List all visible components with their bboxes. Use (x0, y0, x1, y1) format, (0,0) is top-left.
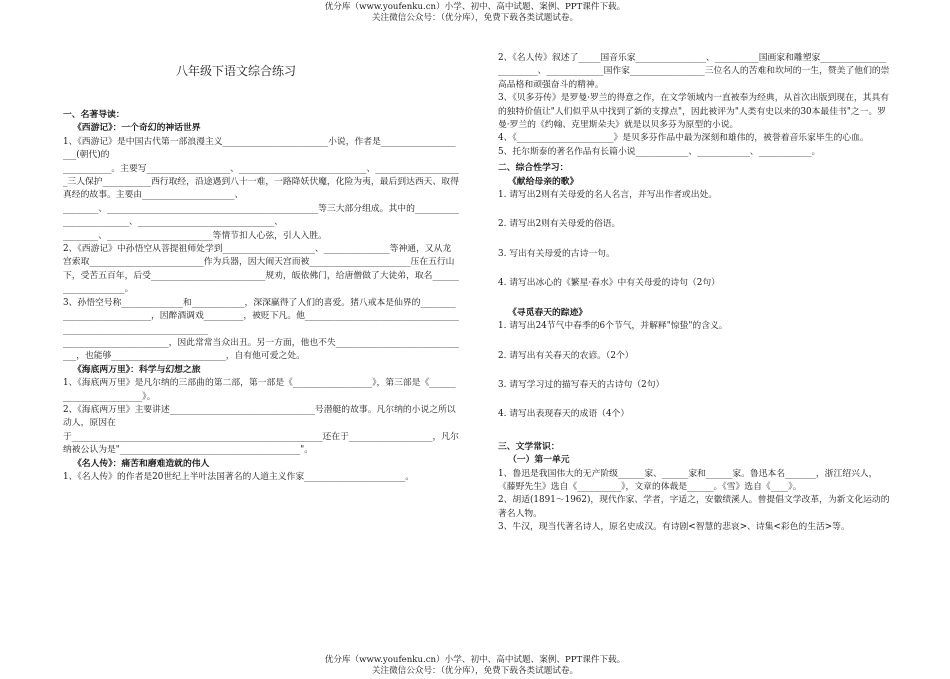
subsection-heading: 《名人传》：痛苦和磨难造就的伟人 (73, 458, 210, 469)
question-text: 5、托尔斯泰的著名作品有长篇小说____________、____________、____________。 (498, 146, 821, 157)
left-column (63, 90, 460, 484)
spacer (498, 334, 890, 350)
question-text: 1、《名人传》的作者是20世纪上半叶法国著名的人道主义作家_______________________。 (63, 471, 415, 482)
spacer (63, 90, 460, 106)
question-text: 2、胡适(1891～1962)，现代作家、学者，字适之，安徽绩溪人。曾提倡文学改革，为新文化运动的著名人物。 (498, 495, 890, 519)
question-text: 1、《海底两万里》是凡尔纳的三部曲的第二部，第一部是《__________________》，第三部是《________________________》。 (63, 378, 456, 402)
spacer (498, 261, 890, 277)
question-text: 2. 请写出有关春天的农谚。（2个） (498, 350, 634, 361)
question-text: ___________。主要写___________________、_____________________________、____________________三人保护___________西行取经，沿途遇到八十一难，一路降妖伏魔，化险为夷，最后到达西天、取得真经的故事。主要由_____________________、 (63, 163, 459, 201)
section-heading: 三、文学常识： (498, 441, 560, 452)
header-line-2: 关注微信公众号：（优分库），免费下载各类试题试卷。 (371, 13, 579, 23)
question-text: 1、鲁迅是我国伟大的无产阶级______家、______家和______家。鲁迅本名_______，浙江绍兴人，《藤野先生》选自《__________》，文章的体裁是______。《雪》选自《____》。 (498, 468, 878, 492)
page-header (0, 2, 950, 24)
spacer (498, 363, 890, 379)
question-text: ________________________，因此常常当众出丑。另一方面，他也不失_______________________________，也能够__________________________，自有他可爱之处。 (63, 337, 459, 362)
subsection-heading: 《西游记》：一个奇幻的神话世界 (73, 123, 201, 134)
question-text: 2、《名人传》叙述了_____国音乐家________________、__________国画家和雕塑家________________________、_____________国作家_________________三位名人的苦难和坎坷的一生，赞美了他们的崇高品格和顽强奋斗的精神。 (498, 53, 890, 90)
footer-line-2: 关注微信公众号：（优分库），免费下载各类试题试卷。 (371, 666, 579, 676)
question-text: 3. 请写学习过的描写春天的古诗句（2句） (498, 379, 665, 390)
question-text: 1、《西游记》是中国古代第一部浪漫主义________________________小说，作者是____________________(朝代)的 (63, 136, 456, 161)
question-text: 4. 请写出表现春天的成语（4个） (498, 409, 630, 420)
subsection-heading: （一）第一单元 (508, 455, 570, 466)
question-text: 3、牛汉，现当代著名诗人，原名史成汉。有诗剧<智慧的悲哀>、诗集<彩色的生活>等。 (498, 522, 850, 533)
header-line-1: 优分库（www.youfenku.cn）小学、初中、高中试题、案例、PPT课件下载。 (324, 2, 626, 12)
subsection-heading: 《献给母亲的歌》 (508, 176, 579, 187)
spacer (498, 232, 890, 248)
question-text: 于_________________________________________________________还在于___________________，凡尔纳被公认为是"_________________________________________"。 (63, 431, 459, 456)
question-text: 1. 请写出2则有关母爱的名人名言，并写出作者或出处。 (498, 190, 718, 201)
question-text: ________、________________________等情节扣人心弦，引人入胜。 (63, 230, 327, 241)
question-text: 2. 请写出2则有关母爱的俗语。 (498, 219, 621, 230)
question-text: 1. 请写出24节气中春季的6个节气，并解释"惊蛰"的含义。 (498, 321, 728, 332)
section-heading: 二、综合性学习： (498, 163, 569, 174)
spacer (498, 392, 890, 408)
question-text: 4. 请写出冰心的《繁星·春水》中有关母爱的诗句（2句） (498, 278, 720, 289)
subsection-heading: 《海底两万里》：科学与幻想之旅 (73, 364, 201, 375)
page-footer (0, 655, 950, 677)
footer-line-1: 优分库（www.youfenku.cn）小学、初中、高中试题、案例、PPT课件下载。 (324, 655, 626, 665)
spacer (498, 291, 890, 307)
spacer (498, 202, 890, 218)
section-heading: 一、名著导读： (63, 110, 125, 120)
question-text: 2、《海底两万里》主要讲述_________________________________号潜艇的故事。凡尔纳的小说之所以动人，原因在 (63, 404, 456, 429)
question-text: 4、《______________________》是贝多芬作品中最为深刻和雄伟的，被誉着音乐家毕生的心血。 (498, 133, 869, 144)
question-text: 3、《贝多芬传》是罗曼·罗兰的得意之作，在文学领域内一直被奉为经典，从首次出版到现在，其具有的独特价值让"人们似乎从中找到了新的支撑点"，因此被评为"人类有史以来的30本最佳书"之一。罗曼·罗兰的《约翰、克里斯朵夫》就是以贝多芬为原型的小说。 (498, 93, 890, 131)
question-text: ________、________________________________________________等三大部分组成。其中的_________________________、_______________________________、 (63, 203, 459, 228)
question-text: 3、孙悟空号称______________和____________，深深赢得了人们的喜爱。猪八戒本是仙界的____________________________，因醉酒调戏_________，被贬下凡。他____________________________________________________________________ (63, 297, 459, 335)
document-title: 八年级下语文综合练习 (176, 64, 297, 78)
question-text: 2、《西游记》中孙悟空从菩提祖师处学到_____________________、_______________等神通，又从龙宫索取__________________________作为兵器，因大闹天宫而被_______________________压在五行山下，受苦五百年，后受__________________________规劝，皈依佛门，给唐僧做了大徒弟，取名____________________。 (63, 244, 459, 295)
right-column (498, 52, 890, 535)
question-text: 3. 写出有关母爱的古诗一句。 (498, 248, 615, 259)
spacer (498, 422, 890, 438)
subsection-heading: 《寻觅春天的踪迹》 (508, 307, 588, 318)
